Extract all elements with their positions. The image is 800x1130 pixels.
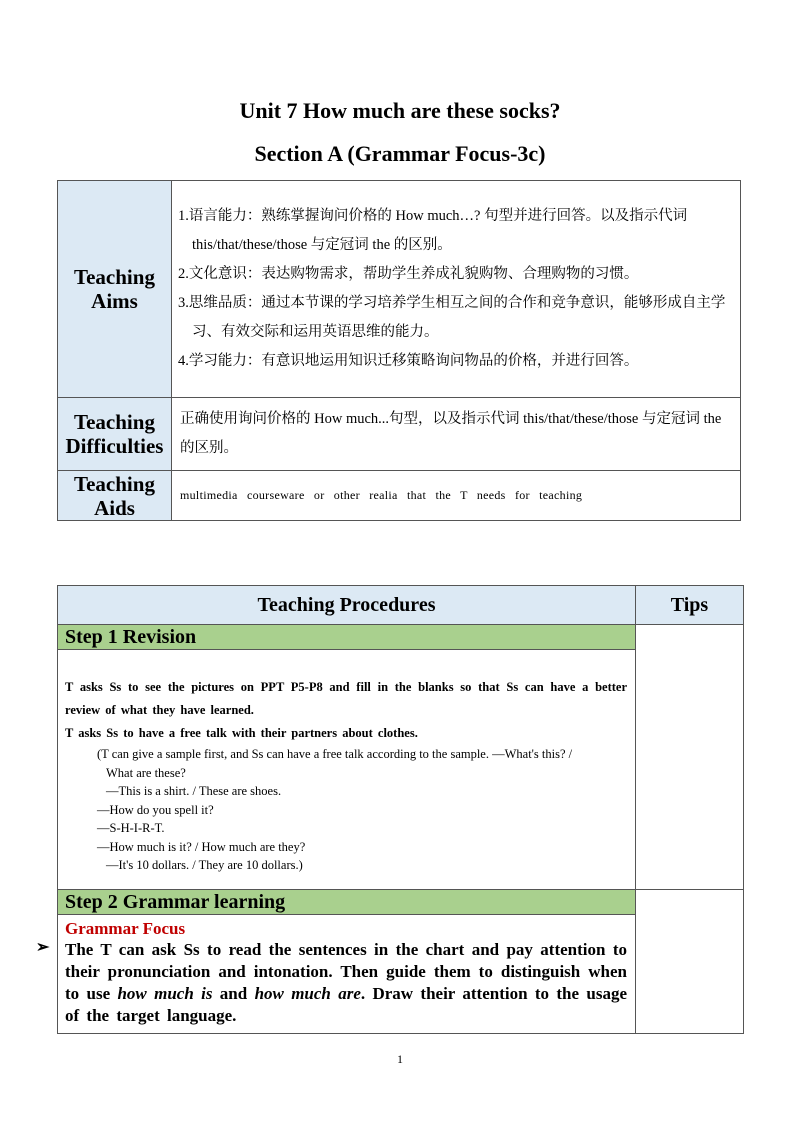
teaching-info-table [57,180,741,521]
step1-title: Step 1 Revision [58,625,635,650]
grammar-focus-heading: Grammar Focus [65,919,186,938]
aims-label [58,181,172,398]
aims-label-line1: Teaching [74,265,155,289]
step1-tips-cell [636,625,744,890]
page-subtitle: Section A (Grammar Focus-3c) [254,141,546,166]
difficulties-label-line1: Teaching [74,410,155,434]
procedures-header: Teaching Procedures [58,586,636,625]
page-title: Unit 7 How much are these socks? [239,98,561,123]
example-line: (T can give a sample first, and Ss can have a free talk according to the sample. —What's this? / [97,747,573,761]
difficulties-row [58,398,741,471]
aims-content [172,181,741,398]
difficulties-label-line2: Difficulties [65,434,164,458]
step2-tips-cell [636,890,744,1034]
step2-emphasis-2: how much are [254,984,361,1003]
aids-label-line1: Teaching [74,471,155,496]
aids-text: multimedia courseware or other realia that the T needs for teaching [180,488,583,502]
step2-instructions [65,939,627,1027]
difficulties-content [172,398,741,471]
step1-task1: T asks Ss to see the pictures on PPT P5-P8 and fill in the blanks so that Ss can have a better review of what they have learned. [65,680,627,717]
aids-row [58,471,741,521]
step1-body [58,650,635,879]
step1-cell [58,625,636,890]
aids-label [58,471,172,521]
aims-row [58,181,741,398]
page-number: 1 [397,1052,403,1066]
step1-row [58,625,744,890]
aims-item: 3.思维品质：通过本节课的学习培养学生相互之间的合作和竞争意识，能够形成自主学习、有效交际和运用英语思维的能力。 [178,295,726,340]
step1-task2: T asks Ss to have a free talk with their partners about clothes. [65,726,418,740]
step2-body [58,915,635,1033]
bullet-arrow-icon: ➢ [36,939,50,956]
example-line: —This is a shirt. / These are shoes. [106,784,282,798]
step2-row [58,890,744,1034]
step1-examples [65,745,627,875]
step2-cell [58,890,636,1034]
difficulties-label [58,398,172,471]
step2-and: and [212,984,255,1003]
example-line: —S-H-I-R-T. [97,821,165,835]
example-line: What are these? [106,765,186,780]
aims-item: 4.学习能力：有意识地运用知识迁移策略询问物品的价格，并进行回答。 [178,353,639,369]
aims-label-line2: Aims [91,289,138,313]
step2-text-a: The T can ask Ss to read the sentences in the chart and pay attention to their pronunciation and intonation. Then guide them to distinguish when to use [65,940,627,1003]
step2-title: Step 2 Grammar learning [58,890,635,915]
step2-emphasis-1: how much is [117,984,213,1003]
aids-label-line2: Aids [94,495,135,520]
aims-item: 1.语言能力：熟练掌握询问价格的 How much…? 句型并进行回答。以及指示代词 this/that/these/those 与定冠词 the 的区别。 [178,208,688,253]
procedures-table [57,585,744,1034]
aims-item: 2.文化意识：表达购物需求，帮助学生养成礼貌购物、合理购物的习惯。 [178,266,639,282]
example-line: —How much is it? / How much are they? [97,839,306,854]
example-line: —It's 10 dollars. / They are 10 dollars.) [106,858,303,872]
procedures-header-row [58,586,744,625]
difficulties-text: 正确使用询问价格的 How much...句型，以及指示代词 this/that/these/those 与定冠词 the 的区别。 [180,411,722,456]
tips-header: Tips [636,586,744,625]
step2-text-b: . Draw their attention to the usage of the target language. [65,984,628,1025]
aids-content [172,471,741,521]
aims-list [172,202,740,376]
example-line: —How do you spell it? [97,802,214,817]
